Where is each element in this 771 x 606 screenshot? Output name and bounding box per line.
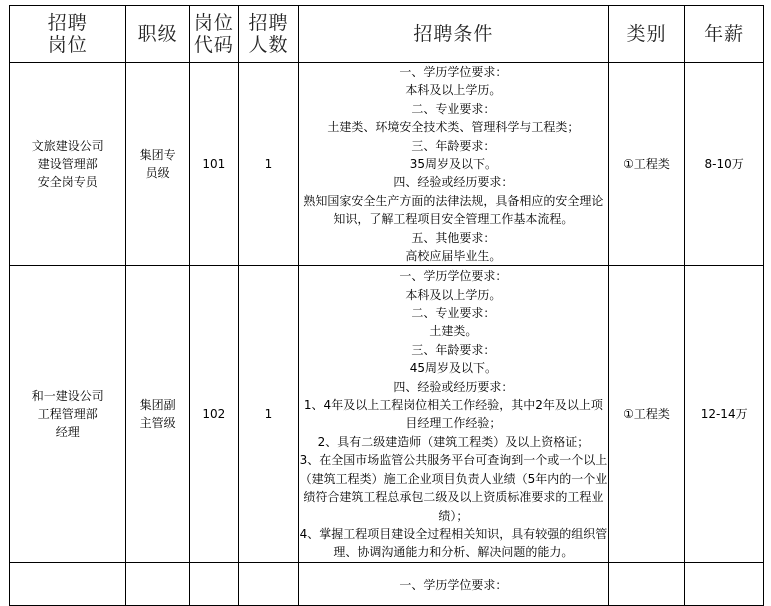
level-cell: 集团副 主管级 xyxy=(126,266,189,563)
header-conditions: 招聘条件 xyxy=(299,6,609,63)
code-cell: 101 xyxy=(189,63,238,266)
salary-cell: 12-14万 xyxy=(685,266,764,563)
conditions-cell: 一、学历学位要求： 本科及以上学历。 二、专业要求： 土建类。 三、年龄要求： 45周岁及以下。 四、经验或经历要求： 1、4年及以上工程岗位相关工作经验，其中2年及以上项目经理工作经验； 2、具有二级建造师（建筑工程类）及以上资格证； 3、在全国市场监管公共服务平台可查询到一个或一个以上（建筑工程类）施工企业项目负责人业绩（5年内的一个业绩符合建筑工程总承包二级及以上资质标准要求的工程业绩）； 4、掌握工程项目建设全过程相关知识，具有较强的组织管理、协调沟通能力和分析、解决问题的能力。 xyxy=(299,266,609,563)
header-salary: 年薪 xyxy=(685,6,764,63)
category-cell: ①工程类 xyxy=(608,63,685,266)
conditions-cell: 一、学历学位要求： 本科及以上学历。 二、专业要求： 土建类、环境安全技术类、管理科学与工程类； 三、年龄要求： 35周岁及以下。 四、经验或经历要求： 熟知国家安全生产方面的法律法规，具备相应的安全理论知识，了解工程项目安全管理工作基本流程。 五、其他要求： 高校应届毕业生。 xyxy=(299,63,609,266)
recruitment-table xyxy=(9,5,764,606)
salary-cell: 8-10万 xyxy=(685,63,764,266)
header-position: 招聘 岗位 xyxy=(10,6,126,63)
level-cell xyxy=(126,563,189,606)
count-cell: 1 xyxy=(238,266,298,563)
position-cell: 和一建设公司 工程管理部 经理 xyxy=(10,266,126,563)
code-cell xyxy=(189,563,238,606)
table-row xyxy=(10,563,764,606)
category-cell: ①工程类 xyxy=(608,266,685,563)
table-row xyxy=(10,63,764,266)
level-cell: 集团专 员级 xyxy=(126,63,189,266)
position-cell: 文旅建设公司 建设管理部 安全岗专员 xyxy=(10,63,126,266)
category-cell xyxy=(608,563,685,606)
header-count: 招聘 人数 xyxy=(238,6,298,63)
conditions-cell: 一、学历学位要求： xyxy=(299,563,609,606)
salary-cell xyxy=(685,563,764,606)
header-code: 岗位 代码 xyxy=(189,6,238,63)
header-level: 职级 xyxy=(126,6,189,63)
header-category: 类别 xyxy=(608,6,685,63)
position-cell xyxy=(10,563,126,606)
table-header-row xyxy=(10,6,764,63)
count-cell: 1 xyxy=(238,63,298,266)
count-cell xyxy=(238,563,298,606)
table-row xyxy=(10,266,764,563)
code-cell: 102 xyxy=(189,266,238,563)
